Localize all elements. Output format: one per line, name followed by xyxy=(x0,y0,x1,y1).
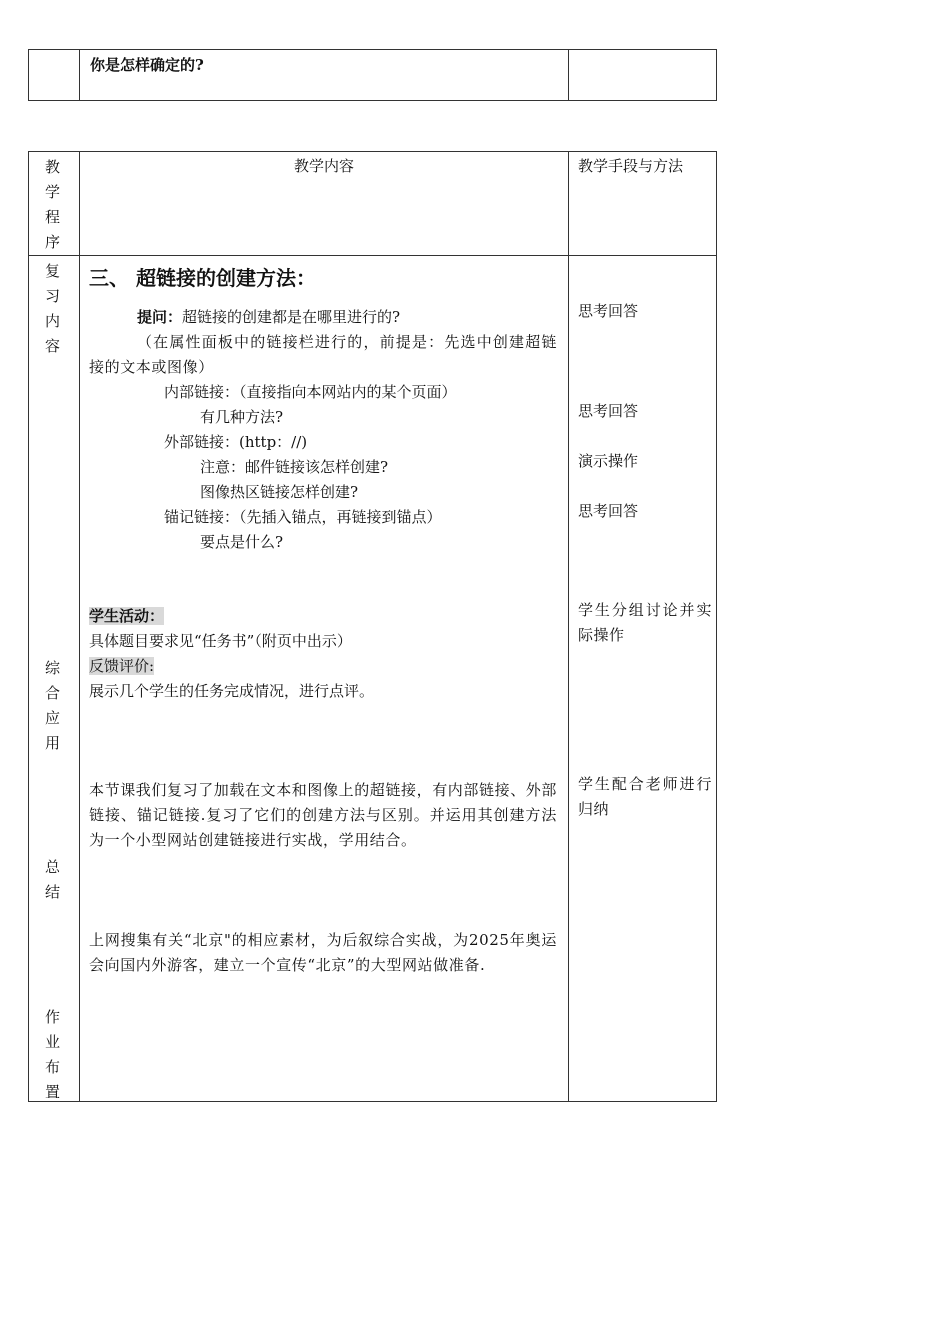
header-procedure: 教学程序 xyxy=(29,152,80,256)
empty-cell xyxy=(569,50,717,101)
note-mail-link: 注意：邮件链接该怎样创建? xyxy=(200,458,389,476)
method-group: 学生分组讨论并实际操作 xyxy=(578,601,712,644)
method-think-2: 思考回答 xyxy=(578,402,639,420)
section-apply: 综合应用 xyxy=(45,659,61,752)
section-review: 复习内容 xyxy=(45,262,61,355)
method-think-3: 思考回答 xyxy=(578,502,639,520)
ask-label: 提问： xyxy=(137,308,183,326)
section-summary: 总结 xyxy=(45,858,61,901)
header-content: 教学内容 xyxy=(80,152,569,256)
procedure-column xyxy=(29,256,80,1102)
header-method: 教学手段与方法 xyxy=(569,152,717,256)
method-column xyxy=(569,256,717,1102)
internal-question: 有几种方法? xyxy=(200,408,284,426)
anchor-link-text: 锚记链接：（先插入锚点，再链接到锚点） xyxy=(164,508,442,526)
summary-text: 本节课我们复习了加载在文本和图像上的超链接，有内部链接、外部链接、锚记链接.复习了它们的创建方法与区别。并运用其创建方法为一个小型网站创建链接进行实战，学用结合。 xyxy=(89,781,558,849)
content-column xyxy=(80,256,569,1102)
activity-label: 学生活动： xyxy=(89,607,165,625)
internal-link-text: 内部链接：（直接指向本网站内的某个页面） xyxy=(164,383,457,401)
question-text: 你是怎样确定的? xyxy=(90,56,204,74)
ask-text: 超链接的创建都是在哪里进行的? xyxy=(182,308,401,326)
anchor-question: 要点是什么? xyxy=(200,533,284,551)
feedback-text: 展示几个学生的任务完成情况，进行点评。 xyxy=(89,682,375,700)
previous-table xyxy=(28,49,717,101)
question-cell xyxy=(80,50,569,101)
section-title: 三、 超链接的创建方法： xyxy=(89,266,316,290)
where-text: （在属性面板中的链接栏进行的，前提是：先选中创建超链接的文本或图像） xyxy=(89,333,557,376)
method-think-1: 思考回答 xyxy=(578,302,639,320)
method-demo: 演示操作 xyxy=(578,452,639,470)
feedback-label: 反馈评价: xyxy=(89,657,155,675)
homework-text: 上网搜集有关“北京"的相应素材，为后叙综合实战，为2025年奥运会向国内外游客，建立一个宣传“北京”的大型网站做准备. xyxy=(89,931,557,974)
lesson-table xyxy=(28,151,717,1102)
note-hotspot-link: 图像热区链接怎样创建? xyxy=(200,483,359,501)
ask-line xyxy=(137,305,400,330)
external-link-text: 外部链接：(http：//) xyxy=(164,433,308,451)
method-summarize: 学生配合老师进行归纳 xyxy=(578,775,712,818)
empty-cell xyxy=(29,50,80,101)
activity-text: 具体题目要求见“任务书”（附页中出示） xyxy=(89,632,352,650)
section-homework: 作业布置 xyxy=(45,1008,61,1101)
